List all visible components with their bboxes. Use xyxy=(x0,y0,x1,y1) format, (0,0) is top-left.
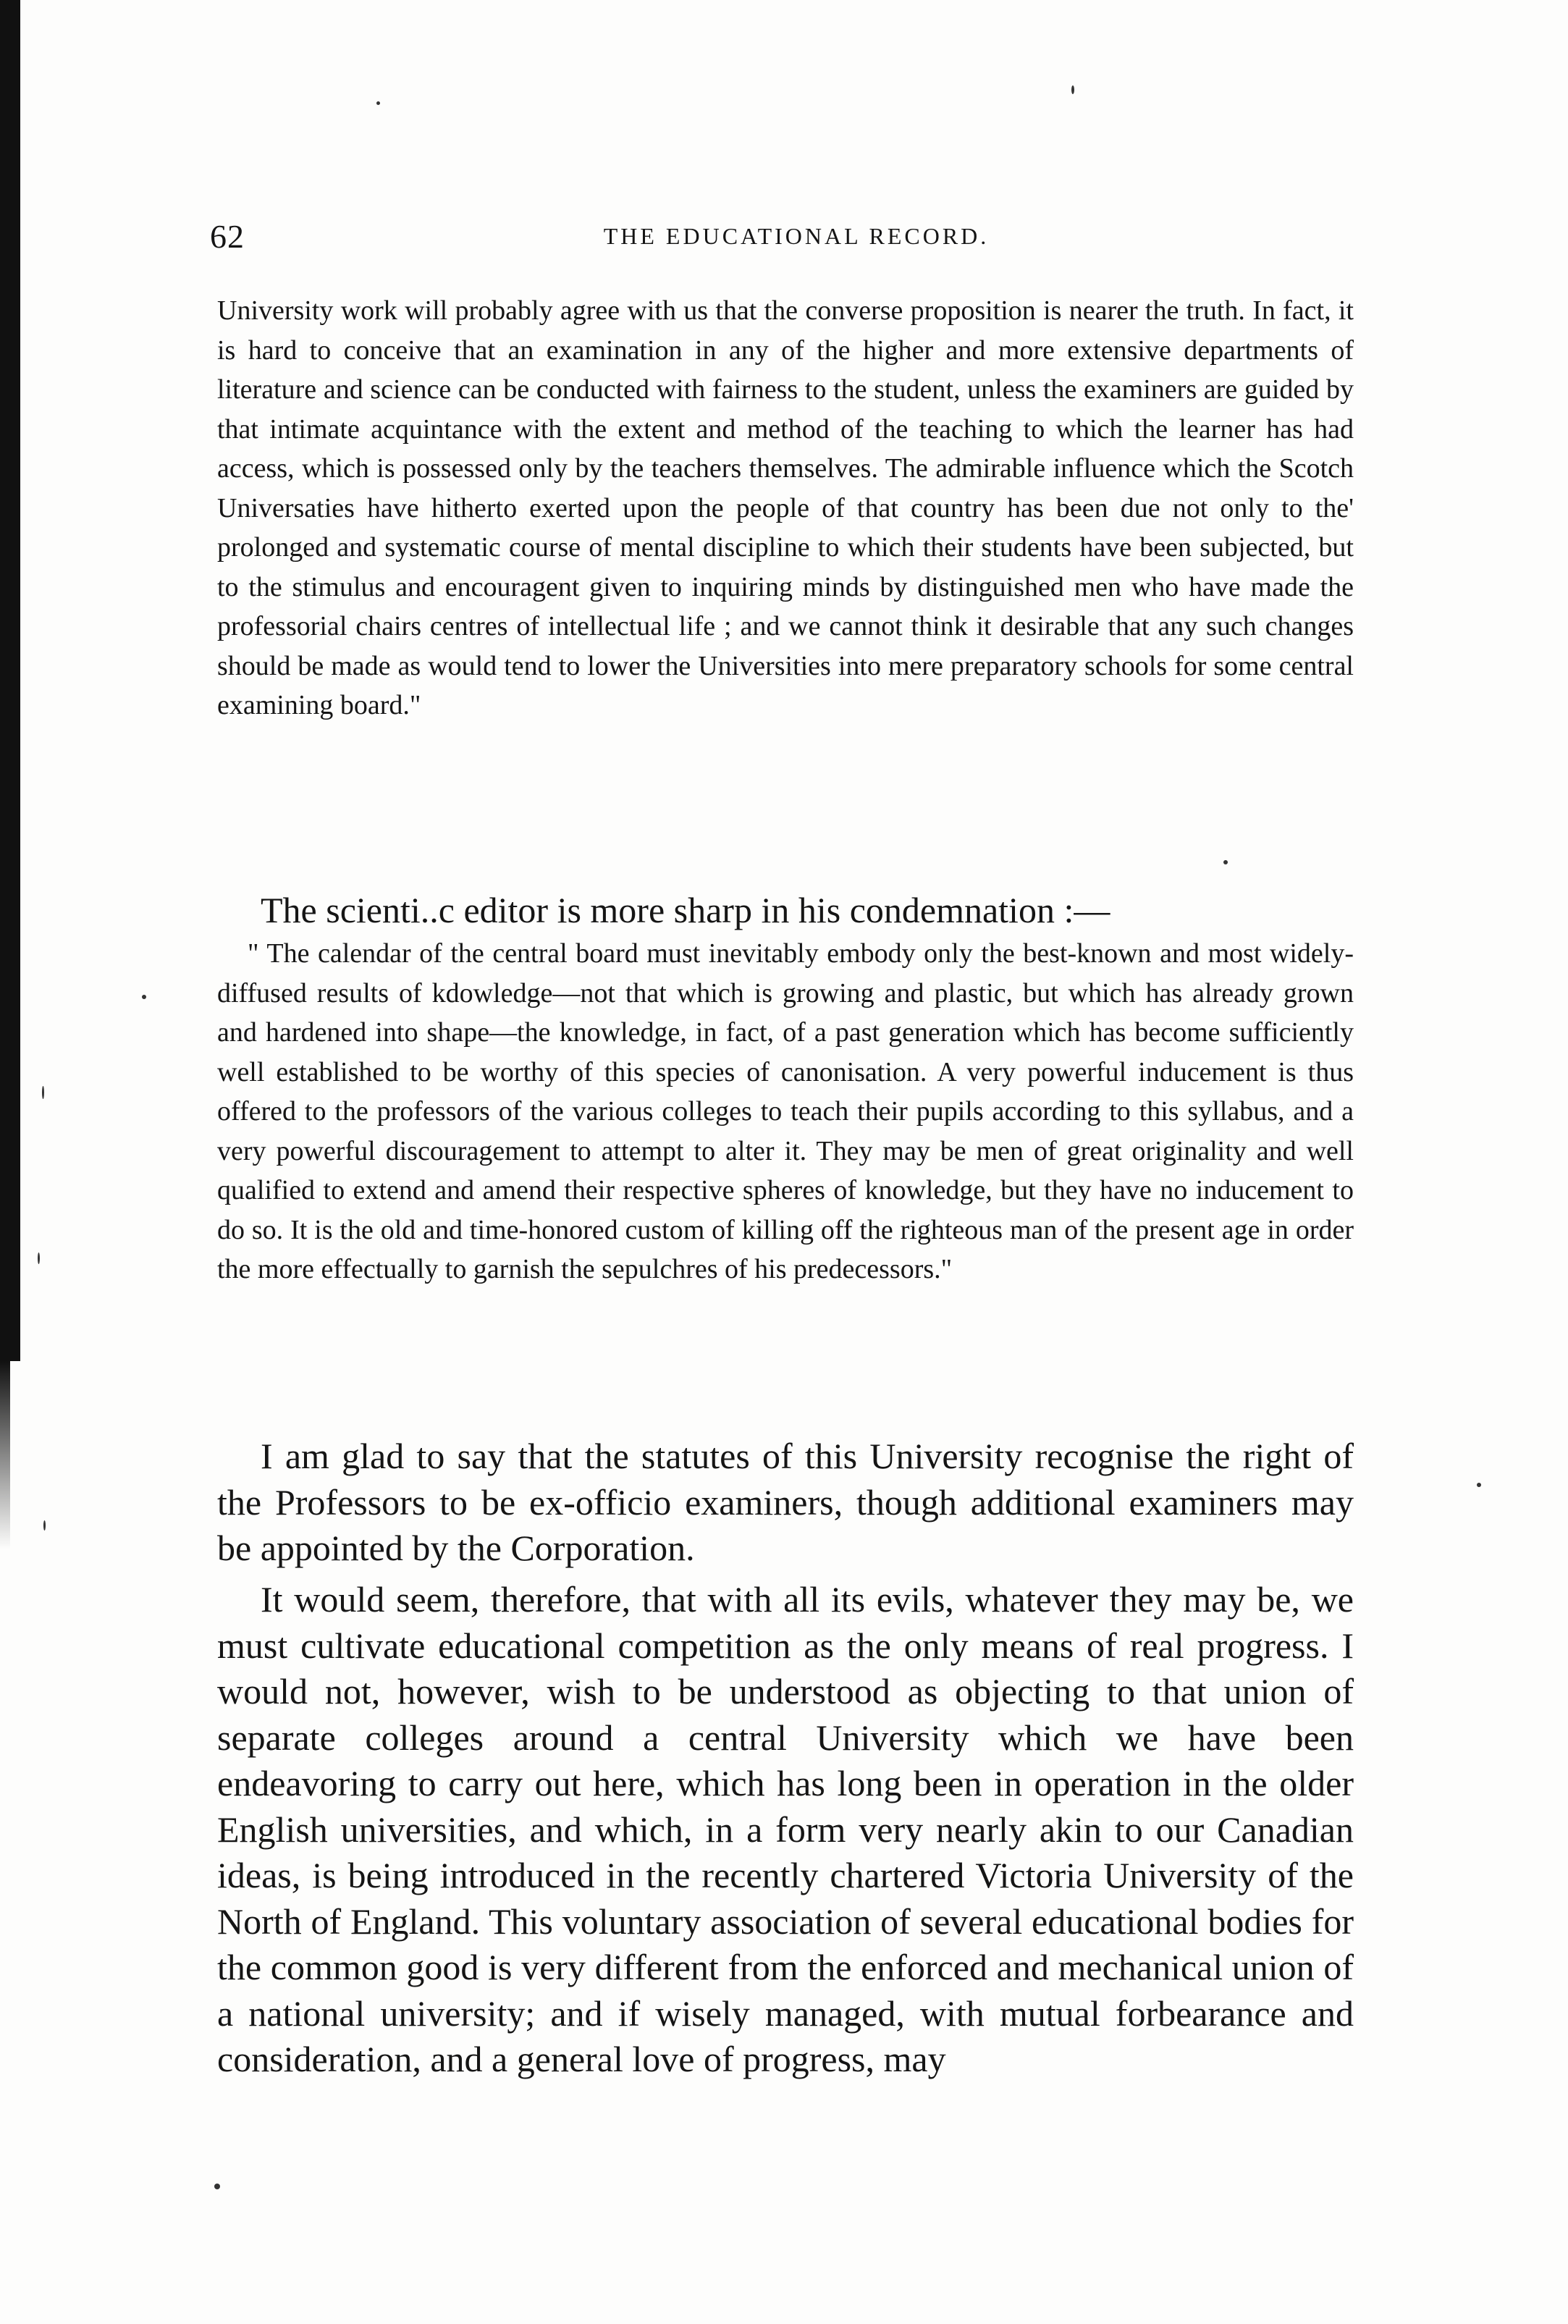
page-number: 62 xyxy=(210,218,245,255)
scan-speck xyxy=(142,995,146,999)
page-header xyxy=(210,217,1354,261)
running-head: THE EDUCATIONAL RECORD. xyxy=(603,223,990,249)
paragraph-statutes: I am glad to say that the statutes of this University recognise the right of the Professors to be ex-officio examiners, though additional examiners may be appointed by the Corporation. xyxy=(217,1436,1354,1568)
second-quote: " The calendar of the central board must inevitably embody only the best-known and most widely-diffused results of kdowledge—not that which is growing and plastic, but which has already grown and hardened into shape—the knowledge, in fact, of a past generation which has become sufficiently well established to be worthy of this species of canonisation. A very powerful inducement is thus offered to the professors of the various colleges to teach their pupils according to this syllabus, and a very powerful discouragement to attempt to alter it. They may be men of great originality and well qualified to extend and amend their respective spheres of knowledge, but they have no inducement to do so. It is the old and time-honored custom of killing off the righteous man of the present age in order the more effectually to garnish the sepulchres of his predecessors." xyxy=(217,938,1354,1284)
quote-continuation: University work will probably agree with us that the converse proposition is nearer the truth. In fact, it is hard to conceive that an examination in any of the higher and more extensive departments of literature and science can be conducted with fairness to the student, unless the examiners are guided by that intimate acquintance with the extent and method of the teaching to which the learner has had access, which is possessed only by the teachers themselves. The admirable influence which the Scotch Universaties have hitherto exerted upon the people of that country has been due not only to the' prolonged and systematic course of mental discipline to which their students have been subjected, but to the stimulus and encouragent given to inquiring minds by distinguished men who have made the professorial chairs centres of intellectual life ; and we cannot think it desirable that any such changes should be made as would tend to lower the Universities into mere preparatory schools for some central examining board." xyxy=(217,295,1354,720)
scan-speck xyxy=(1477,1483,1481,1487)
scan-speck xyxy=(1071,85,1074,94)
scan-speck xyxy=(42,1086,44,1099)
paragraph-competition: It would seem, therefore, that with all its evils, whatever they may be, we must cultivate educational competition as the only means of real progress. I would not, however, wish to be understood as objecting to that union of separate colleges around a central University which we have been endeavoring to carry out here, which has long been in operation in the older English universities, and which, in a form very nearly akin to our Canadian ideas, is being introduced in the recently chartered Victoria University of the North of England. This voluntary association of several educational bodies for the common good is very different from the enforced and mechanical union of a national university; and if wisely managed, with mutual forbearance and consideration, and a general love of progress, may xyxy=(217,1579,1354,2079)
binding-shadow xyxy=(0,0,20,1361)
scan-speck xyxy=(214,2184,220,2189)
scan-speck xyxy=(38,1252,40,1264)
binding-shadow-fade xyxy=(0,1361,10,1549)
scan-speck xyxy=(1223,860,1228,864)
scan-speck xyxy=(376,101,380,105)
intro-line: The scienti..c editor is more sharp in his condemnation :— xyxy=(261,890,1110,930)
scan-speck xyxy=(43,1520,46,1531)
